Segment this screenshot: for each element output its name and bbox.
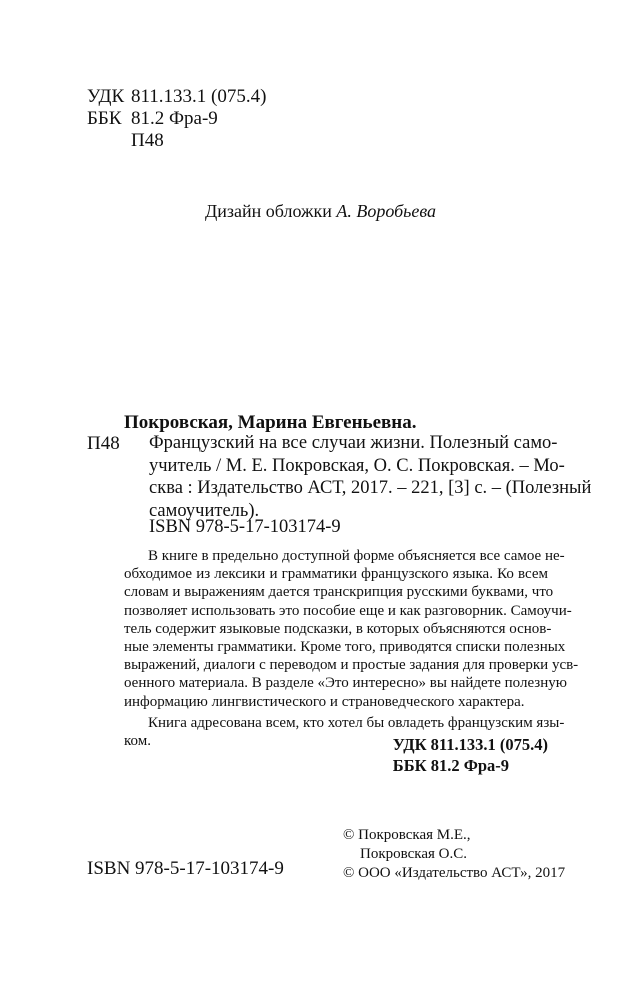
copyright-line: © ООО «Издательство АСТ», 2017 <box>343 865 566 881</box>
annotation-line: обходимое из лексики и грамматики французского языка. Ко всем <box>124 566 548 583</box>
bbk-bottom: ББК 81.2 Фра-9 <box>392 756 510 775</box>
entry-line: учитель / М. Е. Покровская, О. С. Покровская. – Мо- <box>149 455 565 476</box>
annotation-line: выражений, диалоги с переводом и простые задания для проверки усв- <box>124 657 579 674</box>
copyright-block <box>343 826 565 883</box>
udk-row-top <box>87 86 266 108</box>
annotation <box>124 547 579 750</box>
annotation-line: информацию лингвистического и страноведческого характера. <box>124 693 525 710</box>
isbn-bottom: ISBN 978-5-17-103174-9 <box>87 858 284 879</box>
udk-key: УДК <box>87 86 125 107</box>
author-heading: Покровская, Марина Евгеньевна. <box>124 412 417 433</box>
annotation-line: ные элементы грамматики. Кроме того, приводятся списки полезных <box>124 639 566 656</box>
bbk-value: 81.2 Фра-9 <box>131 108 218 129</box>
entry-line: Французский на все случаи жизни. Полезный само- <box>149 433 558 453</box>
bibliographic-entry <box>149 432 592 522</box>
copyright-line: © Покровская М.Е., <box>343 827 471 843</box>
annotation-line: позволяет использовать это пособие еще и как разговорник. Самоучи- <box>124 602 572 619</box>
bbk-row-top <box>87 108 218 130</box>
entry-line: самоучитель). <box>149 500 260 521</box>
annotation-line: Книга адресована всем, кто хотел бы овладеть французским язы- <box>148 714 565 731</box>
bbk-key: ББК <box>87 108 122 129</box>
annotation-line: оенного материала. В разделе «Это интересно» вы найдете полезную <box>124 675 567 692</box>
entry-isbn: ISBN 978-5-17-103174-9 <box>149 517 341 537</box>
entry-author-sign: П48 <box>87 433 120 454</box>
author-sign-value: П48 <box>131 130 164 151</box>
entry-line: сква : Издательство АСТ, 2017. – 221, [3] с. – (Полезный <box>149 478 592 499</box>
annotation-line: В книге в предельно доступной форме объясняется все самое не- <box>148 548 565 564</box>
cover-designer-label: Дизайн обложки <box>205 201 332 221</box>
cover-designer-name: А. Воробьева <box>336 201 437 221</box>
classification-bottom <box>393 734 548 776</box>
annotation-line: ком. <box>124 733 151 750</box>
udk-value: 811.133.1 (075.4) <box>131 86 267 107</box>
annotation-line: словам и выражениям дается транскрипция русскими буквами, что <box>124 584 554 601</box>
annotation-line: тель содержит языковые подсказки, в которых объясняются основ- <box>124 620 552 637</box>
author-sign-row-top <box>87 130 164 152</box>
copyright-line: Покровская О.С. <box>360 846 467 862</box>
cover-designer-credit <box>205 201 436 222</box>
udk-bottom: УДК 811.133.1 (075.4) <box>392 735 548 754</box>
